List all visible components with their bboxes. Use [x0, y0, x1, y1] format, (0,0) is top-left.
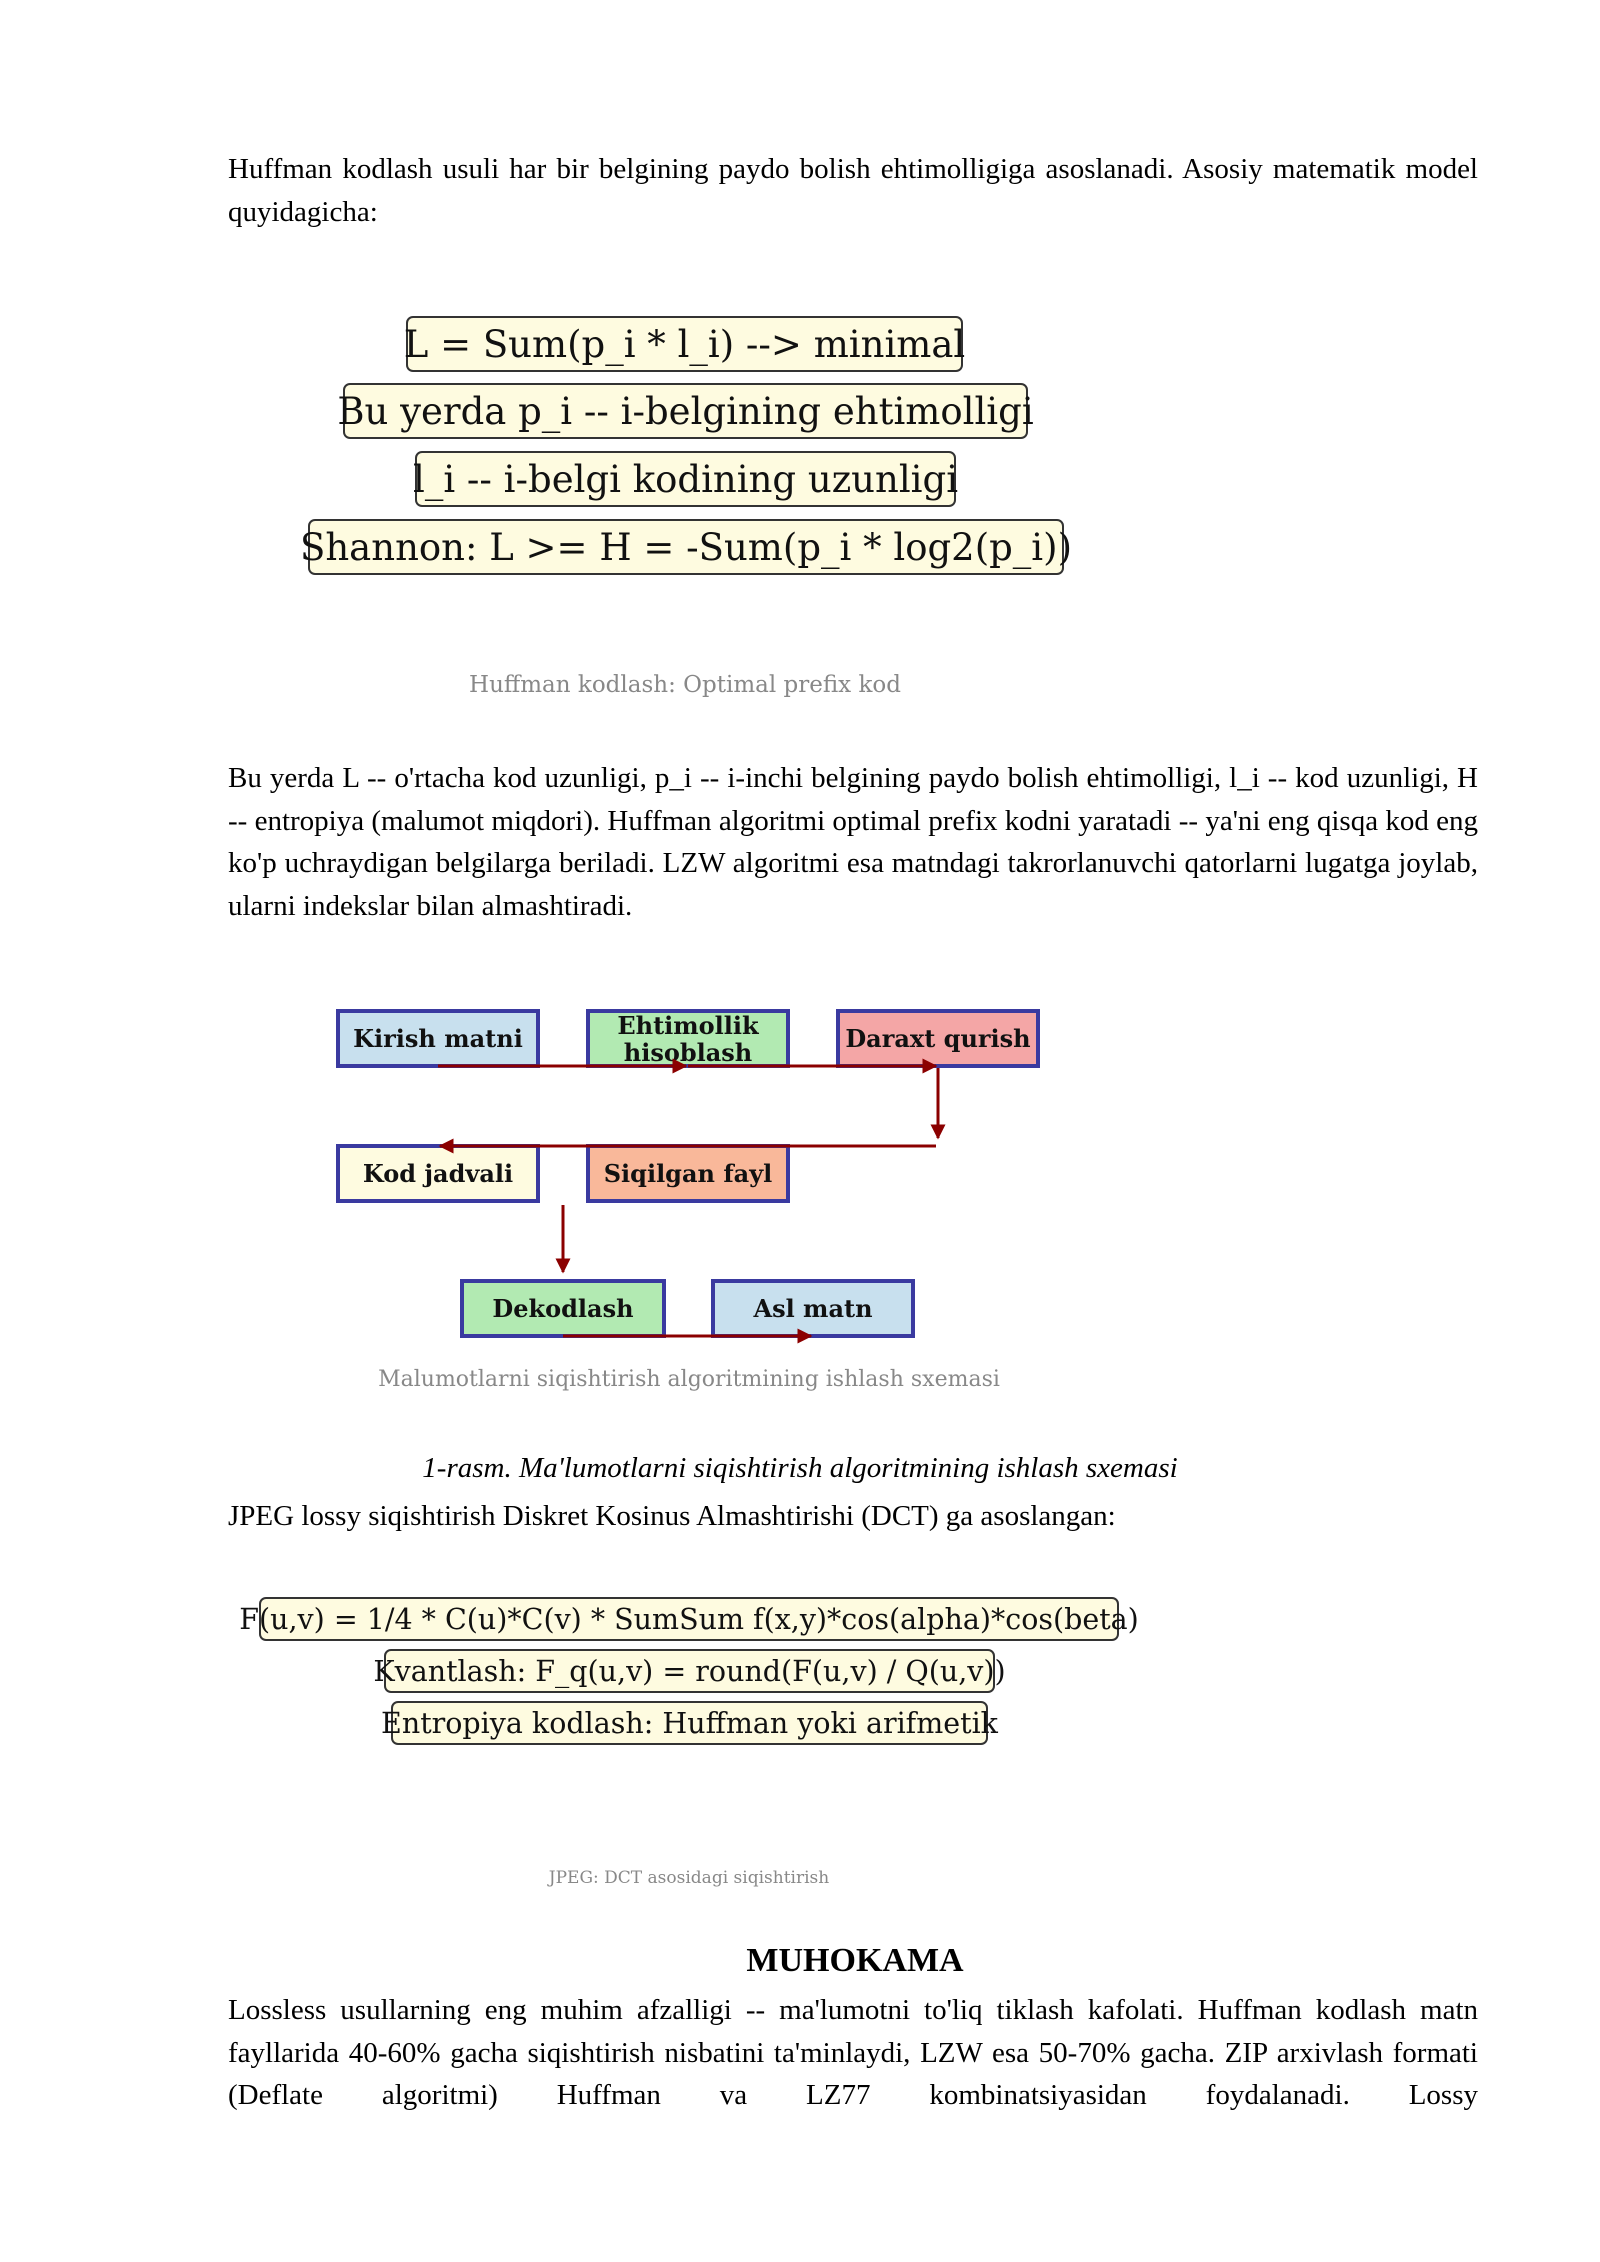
jpeg-formula-line-2: Kvantlash: F_q(u,v) = round(F(u,v) / Q(u,v)) [384, 1649, 995, 1693]
huffman-figure-caption: Huffman kodlash: Optimal prefix kod [469, 672, 901, 698]
figure-1-caption: 1-rasm. Ma'lumotlarni siqishtirish algoritmining ishlash sxemasi [422, 1452, 1178, 1484]
discussion-paragraph: Lossless usullarning eng muhim afzalligi -- ma'lumotni to'liq tiklash kafolati. Huffman kodlash matn fayllarida 40-60% gacha siqishtirish nisbatini ta'minlaydi, LZW esa 50-70% gacha. ZIP arxivlash formati (Deflate algoritmi) Huffman va LZ77 kombinatsiyasidan foydalanadi. Lossy [228, 1994, 1478, 2111]
node-siqilgan-fayl: Siqilgan fayl [586, 1144, 790, 1203]
jpeg-intro-paragraph: JPEG lossy siqishtirish Diskret Kosinus Almashtirishi (DCT) ga asoslangan: [228, 1500, 1116, 1532]
node-kod-jadvali: Kod jadvali [336, 1144, 540, 1203]
section-heading: MUHOKAMA [746, 1942, 964, 1979]
jpeg-formula-line-3: Entropiya kodlash: Huffman yoki arifmetik [391, 1701, 988, 1745]
explanation-paragraph: Bu yerda L -- o'rtacha kod uzunligi, p_i -- i-inchi belgining paydo bolish ehtimolligi, l_i -- kod uzunligi, H -- entropiya (malumot miqdori). Huffman algoritmi optimal prefix kodni yaratadi -- ya'ni eng qisqa kod eng ko'p uchraydigan belgilarga beriladi. LZW algoritmi esa matndagi takrorlanuvchi qatorlarni lugatga joylab, ularni indekslar bilan almashtiradi. [228, 762, 1478, 922]
formula-line-4: Shannon: L >= H = -Sum(p_i * log2(p_i)) [308, 519, 1064, 575]
node-asl-matn: Asl matn [711, 1279, 915, 1338]
formula-line-1: L = Sum(p_i * l_i) --> minimal [406, 316, 963, 372]
node-ehtimollik-hisoblash: Ehtimollik hisoblash [586, 1009, 790, 1068]
jpeg-formula-line-1: F(u,v) = 1/4 * C(u)*C(v) * SumSum f(x,y)*cos(alpha)*cos(beta) [259, 1597, 1119, 1641]
flowchart-caption: Malumotlarni siqishtirish algoritmining ishlash sxemasi [378, 1367, 1000, 1392]
node-dekodlash: Dekodlash [460, 1279, 666, 1338]
jpeg-figure-caption: JPEG: DCT asosidagi siqishtirish [548, 1868, 830, 1888]
node-kirish-matni: Kirish matni [336, 1009, 540, 1068]
formula-line-3: l_i -- i-belgi kodining uzunligi [415, 451, 956, 507]
formula-line-2: Bu yerda p_i -- i-belgining ehtimolligi [343, 383, 1028, 439]
node-daraxt-qurish: Daraxt qurish [836, 1009, 1040, 1068]
intro-paragraph: Huffman kodlash usuli har bir belgining paydo bolish ehtimolligiga asoslanadi. Asosiy matematik model quyidagicha: [228, 153, 1478, 228]
